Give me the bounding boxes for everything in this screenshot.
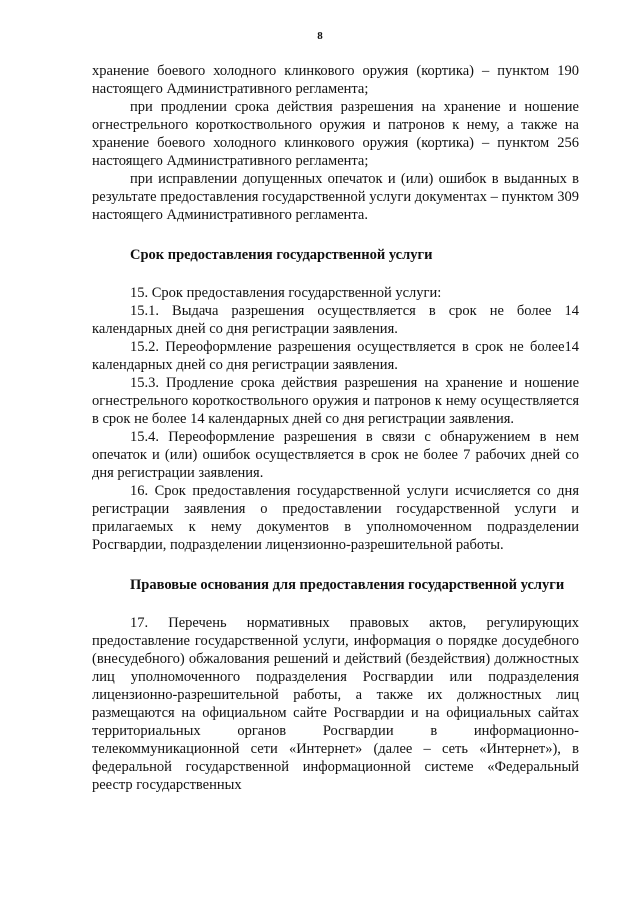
paragraph: хранение боевого холодного клинкового оружия (кортика) – пунктом 190 настоящего Административного регламента;: [92, 63, 579, 97]
page-number: 8: [317, 30, 323, 42]
paragraph: 15. Срок предоставления государственной услуги:: [130, 285, 442, 301]
paragraph: 16. Срок предоставления государственной услуги исчисляется со дня регистрации заявления о предоставлении государственной услуги и прилагаемых к нему документов в уполномоченном подразделении Росгвардии, подразделении лицензионно-разрешительной работы.: [92, 483, 579, 553]
paragraph: при исправлении допущенных опечаток и (или) ошибок в выданных в результате предоставления государственной услуги документах – пунктом 309 настоящего Административного регламента.: [92, 171, 579, 223]
section-heading: Правовые основания для предоставления государственной услуги: [130, 577, 565, 593]
paragraph: 17. Перечень нормативных правовых актов, регулирующих предоставление государственной услуги, информация о порядке досудебного (внесудебного) обжалования решений и действий (бездействия) должностных лиц уполномоченного подразделения Росгвардии или подразделения лицензионно-разрешительной работы, а также их должностных лиц размещаются на официальном сайте Росгвардии и на официальных сайтах территориальных органов Росгвардии в информационно-телекоммуникационной сети «Интернет» (далее – сеть «Интернет»), в федеральной государственной информационной системе «Федеральный реестр государственных: [92, 615, 579, 793]
paragraph: 15.1. Выдача разрешения осуществляется в срок не более 14 календарных дней со дня регистрации заявления.: [92, 303, 579, 337]
paragraph: 15.4. Переоформление разрешения в связи с обнаружением в нем опечаток и (или) ошибок осуществляется в срок не более 7 рабочих дней со дня регистрации заявления.: [92, 429, 579, 481]
paragraph: 15.3. Продление срока действия разрешения на хранение и ношение огнестрельного короткоствольного оружия и патронов к нему осуществляется в срок не более 14 календарных дней со дня регистрации заявления.: [92, 375, 579, 427]
section-heading: Срок предоставления государственной услуги: [130, 247, 433, 263]
paragraph: 15.2. Переоформление разрешения осуществляется в срок не более14 календарных дней со дня регистрации заявления.: [92, 339, 579, 373]
document-body: [92, 62, 579, 794]
paragraph: при продлении срока действия разрешения на хранение и ношение огнестрельного короткоствольного оружия и патронов к нему, а также на хранение боевого холодного клинкового оружия (кортика) – пунктом 256 настоящего Административного регламента;: [92, 99, 579, 169]
